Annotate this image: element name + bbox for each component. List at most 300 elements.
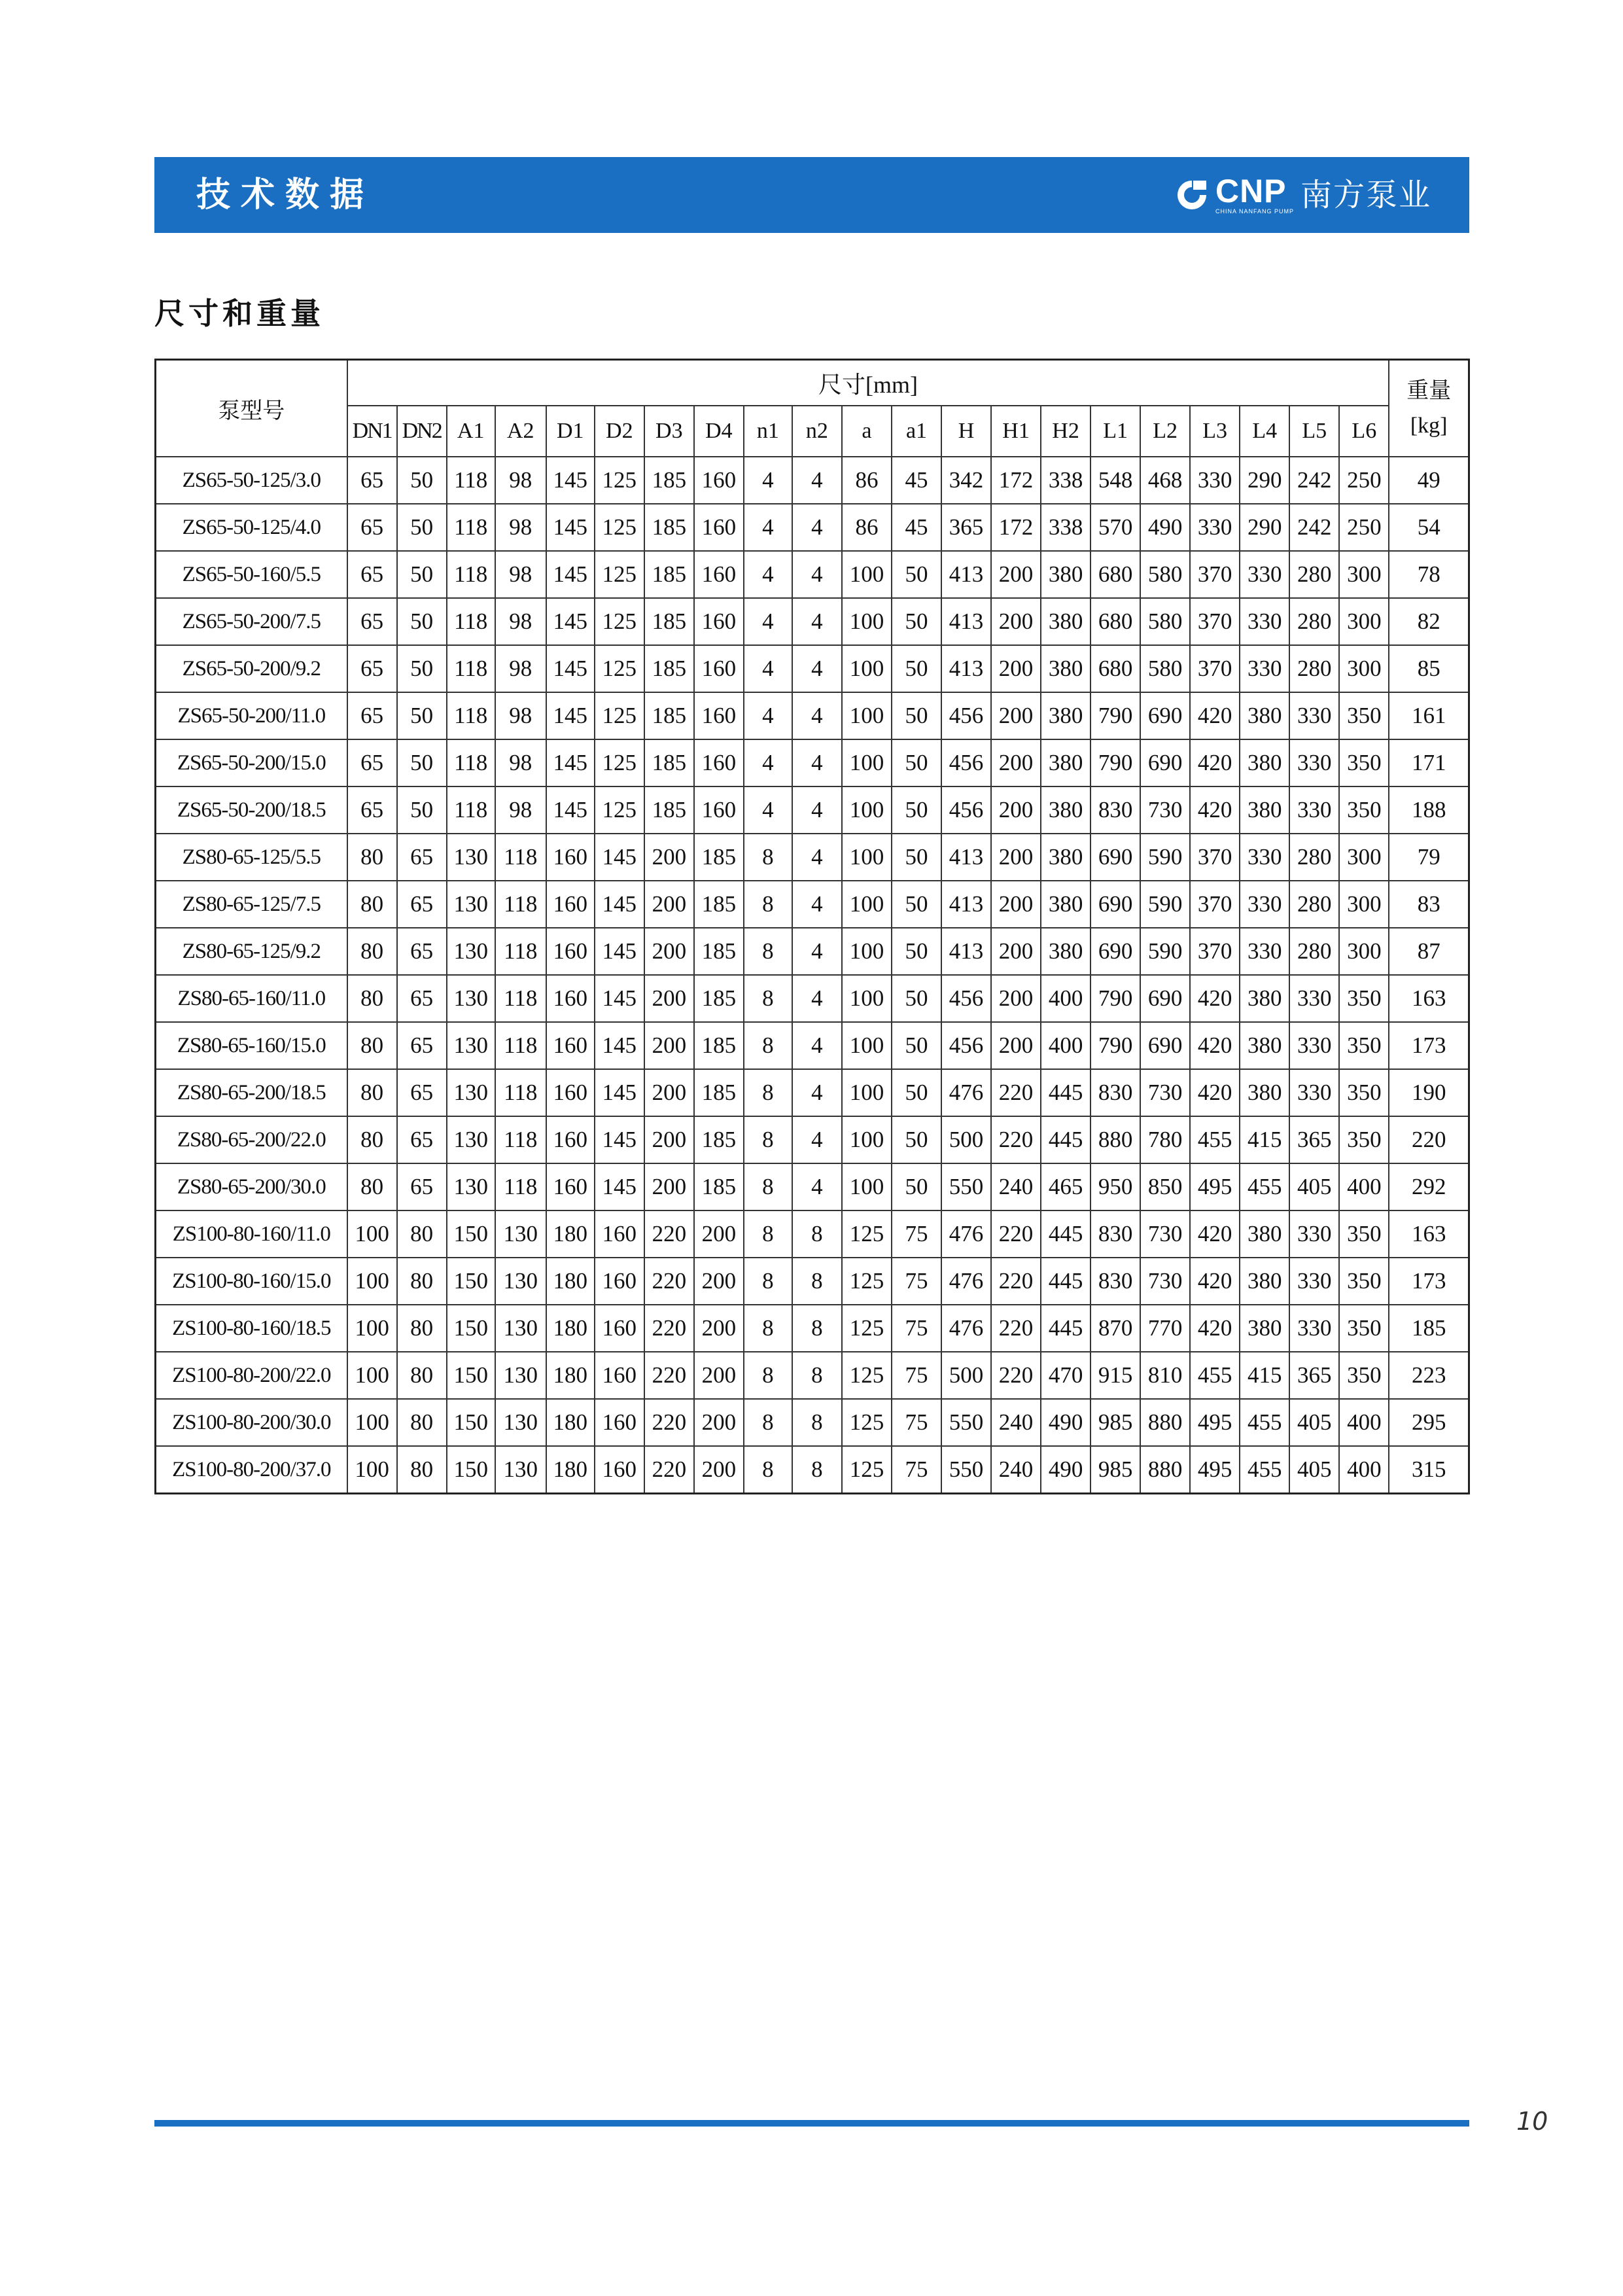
dimension-value-cell: 150 [447,1352,495,1399]
dimension-value-cell: 413 [941,834,991,881]
dimension-value-cell: 350 [1339,692,1389,739]
dimension-value-cell: 65 [397,1163,447,1210]
table-row [156,1116,1469,1163]
dimension-value-cell: 180 [546,1305,595,1352]
dimension-value-cell: 80 [347,1116,397,1163]
dimension-value-cell: 200 [644,1163,694,1210]
dimension-value-cell: 380 [1240,692,1289,739]
dimension-value-cell: 280 [1289,645,1339,692]
dimension-value-cell: 80 [347,1069,397,1116]
dimension-value-cell: 330 [1240,928,1289,975]
weight-value-cell: 85 [1389,645,1469,692]
table-row [156,504,1469,551]
dimension-value-cell: 420 [1190,692,1240,739]
table-row [156,928,1469,975]
dimension-column-header: a1 [892,406,941,457]
pump-model-cell: ZS65-50-200/18.5 [156,786,347,834]
dimension-value-cell: 350 [1339,739,1389,786]
header-banner [154,157,1469,233]
dimension-value-cell: 4 [792,551,842,598]
dimension-value-cell: 242 [1289,457,1339,504]
pump-model-cell: ZS65-50-125/4.0 [156,504,347,551]
dimension-value-cell: 550 [941,1399,991,1446]
dimension-value-cell: 200 [991,692,1041,739]
dimension-value-cell: 590 [1140,834,1190,881]
pump-model-cell: ZS100-80-200/30.0 [156,1399,347,1446]
dimension-value-cell: 4 [792,739,842,786]
dimension-column-header: D3 [644,406,694,457]
dimension-value-cell: 50 [892,692,941,739]
dimension-value-cell: 420 [1190,1022,1240,1069]
dimension-value-cell: 130 [495,1352,546,1399]
dimension-value-cell: 185 [694,975,744,1022]
dimension-value-cell: 200 [991,928,1041,975]
dimension-value-cell: 200 [991,645,1041,692]
dimension-value-cell: 200 [694,1305,744,1352]
dimension-value-cell: 160 [694,457,744,504]
dimension-value-cell: 280 [1289,928,1339,975]
dimension-value-cell: 455 [1240,1399,1289,1446]
dimension-value-cell: 8 [744,1258,792,1305]
dimension-value-cell: 200 [991,551,1041,598]
dimension-value-cell: 160 [595,1305,644,1352]
dimension-value-cell: 98 [495,598,546,645]
dimension-value-cell: 4 [744,457,792,504]
dimension-value-cell: 330 [1289,1258,1339,1305]
dimension-value-cell: 145 [546,504,595,551]
dimension-value-cell: 220 [991,1116,1041,1163]
dimension-value-cell: 160 [546,928,595,975]
dimension-value-cell: 4 [792,928,842,975]
dimension-value-cell: 380 [1041,786,1091,834]
dimensions-group-header: 尺寸[mm] [347,360,1389,406]
dimension-value-cell: 65 [347,551,397,598]
dimension-column-header: DN2 [397,406,447,457]
dimension-value-cell: 8 [744,975,792,1022]
dimension-value-cell: 75 [892,1399,941,1446]
dimension-value-cell: 400 [1041,1022,1091,1069]
dimension-value-cell: 465 [1041,1163,1091,1210]
dimension-value-cell: 180 [546,1210,595,1258]
table-row [156,1210,1469,1258]
dimension-value-cell: 220 [644,1399,694,1446]
dimension-value-cell: 125 [595,504,644,551]
table-row [156,1399,1469,1446]
dimension-value-cell: 690 [1140,692,1190,739]
dimension-value-cell: 476 [941,1069,991,1116]
dimension-value-cell: 160 [694,598,744,645]
dimension-value-cell: 250 [1339,457,1389,504]
dimension-column-header: D2 [595,406,644,457]
dimension-value-cell: 880 [1140,1399,1190,1446]
dimension-subheader-row [156,406,1469,457]
table-row [156,598,1469,645]
dimension-column-header: A1 [447,406,495,457]
dimension-value-cell: 145 [595,975,644,1022]
dimension-value-cell: 185 [694,1116,744,1163]
pump-model-cell: ZS100-80-200/37.0 [156,1446,347,1494]
dimension-value-cell: 145 [595,1163,644,1210]
dimension-value-cell: 550 [941,1446,991,1494]
dimension-value-cell: 145 [546,786,595,834]
pump-model-cell: ZS65-50-200/7.5 [156,598,347,645]
dimension-value-cell: 380 [1240,975,1289,1022]
dimension-value-cell: 150 [447,1399,495,1446]
logo-chinese-name: 南方泵业 [1300,177,1431,213]
dimension-value-cell: 160 [595,1399,644,1446]
pump-model-cell: ZS80-65-200/22.0 [156,1116,347,1163]
dimension-value-cell: 400 [1339,1163,1389,1210]
dimension-value-cell: 185 [644,739,694,786]
dimension-value-cell: 790 [1091,739,1140,786]
dimension-value-cell: 413 [941,881,991,928]
dimension-value-cell: 8 [792,1352,842,1399]
dimension-value-cell: 65 [397,881,447,928]
dimension-value-cell: 160 [546,975,595,1022]
dimension-value-cell: 100 [842,1069,892,1116]
dimension-value-cell: 405 [1289,1446,1339,1494]
dimension-value-cell: 50 [892,645,941,692]
dimension-value-cell: 280 [1289,834,1339,881]
dimension-value-cell: 185 [694,881,744,928]
dimension-value-cell: 690 [1091,928,1140,975]
dimension-value-cell: 8 [744,1022,792,1069]
dimension-value-cell: 8 [744,1399,792,1446]
dimension-value-cell: 300 [1339,834,1389,881]
dimension-value-cell: 118 [495,834,546,881]
dimension-value-cell: 118 [495,1116,546,1163]
dimension-value-cell: 680 [1091,645,1140,692]
dimension-value-cell: 413 [941,645,991,692]
dimension-value-cell: 8 [792,1399,842,1446]
dimension-value-cell: 125 [595,786,644,834]
dimension-value-cell: 342 [941,457,991,504]
dimension-value-cell: 495 [1190,1163,1240,1210]
dimension-value-cell: 455 [1190,1352,1240,1399]
dimension-value-cell: 680 [1091,598,1140,645]
pump-model-cell: ZS80-65-160/15.0 [156,1022,347,1069]
weight-value-cell: 185 [1389,1305,1469,1352]
dimension-value-cell: 130 [495,1258,546,1305]
dimension-value-cell: 330 [1190,457,1240,504]
dimension-value-cell: 65 [347,598,397,645]
dimension-value-cell: 370 [1190,551,1240,598]
dimension-value-cell: 445 [1041,1258,1091,1305]
dimension-value-cell: 200 [991,739,1041,786]
dimension-value-cell: 180 [546,1258,595,1305]
dimension-value-cell: 145 [546,457,595,504]
dimension-value-cell: 456 [941,975,991,1022]
dimension-value-cell: 118 [495,1022,546,1069]
dimension-value-cell: 50 [892,1022,941,1069]
dimension-value-cell: 476 [941,1258,991,1305]
dimension-value-cell: 420 [1190,786,1240,834]
dimension-value-cell: 830 [1091,1069,1140,1116]
dimension-value-cell: 75 [892,1305,941,1352]
dimension-value-cell: 330 [1240,881,1289,928]
dimension-value-cell: 75 [892,1210,941,1258]
dimension-value-cell: 350 [1339,1305,1389,1352]
dimension-value-cell: 125 [595,551,644,598]
dimension-value-cell: 4 [792,881,842,928]
weight-value-cell: 163 [1389,975,1469,1022]
dimension-value-cell: 420 [1190,1069,1240,1116]
weight-value-cell: 188 [1389,786,1469,834]
pump-model-cell: ZS65-50-200/9.2 [156,645,347,692]
dimension-value-cell: 160 [694,645,744,692]
dimension-value-cell: 250 [1339,504,1389,551]
dimension-value-cell: 370 [1190,598,1240,645]
dimension-value-cell: 220 [644,1352,694,1399]
dimension-value-cell: 80 [347,928,397,975]
table-row [156,739,1469,786]
dimension-value-cell: 80 [347,834,397,881]
dimension-value-cell: 75 [892,1446,941,1494]
dimension-value-cell: 300 [1339,598,1389,645]
dimension-value-cell: 50 [397,645,447,692]
dimension-value-cell: 420 [1190,1305,1240,1352]
dimension-value-cell: 8 [792,1258,842,1305]
dimension-value-cell: 476 [941,1210,991,1258]
dimension-value-cell: 580 [1140,645,1190,692]
pump-model-cell: ZS65-50-160/5.5 [156,551,347,598]
dimension-value-cell: 180 [546,1399,595,1446]
table-row [156,551,1469,598]
dimension-value-cell: 415 [1240,1116,1289,1163]
dimension-value-cell: 380 [1240,1305,1289,1352]
dimension-value-cell: 8 [744,928,792,975]
dimension-value-cell: 500 [941,1352,991,1399]
dimension-value-cell: 4 [792,1116,842,1163]
dimension-value-cell: 130 [447,975,495,1022]
dimension-value-cell: 100 [842,786,892,834]
dimension-value-cell: 8 [744,1305,792,1352]
table-row [156,1446,1469,1494]
dimension-value-cell: 830 [1091,1258,1140,1305]
dimension-value-cell: 50 [892,1163,941,1210]
dimension-value-cell: 4 [792,692,842,739]
pump-model-cell: ZS100-80-200/22.0 [156,1352,347,1399]
pump-model-cell: ZS100-80-160/15.0 [156,1258,347,1305]
dimension-value-cell: 160 [595,1446,644,1494]
dimension-value-cell: 145 [595,1069,644,1116]
header-title: 技术数据 [196,175,375,215]
dimension-value-cell: 160 [595,1210,644,1258]
dimension-value-cell: 8 [744,881,792,928]
dimension-value-cell: 690 [1091,881,1140,928]
dimension-value-cell: 330 [1289,739,1339,786]
dimension-value-cell: 100 [347,1399,397,1446]
dimension-value-cell: 330 [1289,1305,1339,1352]
dimension-value-cell: 380 [1041,692,1091,739]
dimensions-table-container [154,359,1470,1494]
dimension-value-cell: 220 [644,1258,694,1305]
dimension-value-cell: 380 [1240,1210,1289,1258]
dimension-value-cell: 468 [1140,457,1190,504]
dimension-value-cell: 50 [892,786,941,834]
dimension-value-cell: 98 [495,551,546,598]
dimension-value-cell: 160 [546,834,595,881]
dimension-value-cell: 100 [347,1210,397,1258]
dimension-value-cell: 118 [447,786,495,834]
dimension-value-cell: 495 [1190,1446,1240,1494]
table-row [156,645,1469,692]
dimension-value-cell: 80 [397,1399,447,1446]
dimension-value-cell: 4 [744,645,792,692]
dimension-value-cell: 125 [842,1210,892,1258]
dimension-value-cell: 495 [1190,1399,1240,1446]
weight-value-cell: 173 [1389,1258,1469,1305]
dimension-value-cell: 380 [1041,834,1091,881]
dimension-value-cell: 118 [447,692,495,739]
table-row [156,1022,1469,1069]
dimension-value-cell: 45 [892,504,941,551]
dimension-value-cell: 200 [644,975,694,1022]
dimension-value-cell: 160 [694,692,744,739]
pump-logo-icon [1174,177,1210,213]
dimension-value-cell: 490 [1041,1446,1091,1494]
dimension-value-cell: 240 [991,1163,1041,1210]
dimension-value-cell: 200 [694,1258,744,1305]
weight-value-cell: 54 [1389,504,1469,551]
dimension-value-cell: 118 [447,645,495,692]
dimension-value-cell: 380 [1041,551,1091,598]
company-logo [1174,170,1431,220]
dimension-value-cell: 185 [644,692,694,739]
dimension-value-cell: 456 [941,1022,991,1069]
dimension-value-cell: 100 [347,1258,397,1305]
dimension-value-cell: 290 [1240,457,1289,504]
dimension-value-cell: 456 [941,692,991,739]
dimension-value-cell: 65 [347,457,397,504]
dimension-value-cell: 8 [792,1210,842,1258]
dimension-value-cell: 730 [1140,1258,1190,1305]
dimension-value-cell: 130 [447,1069,495,1116]
dimension-value-cell: 780 [1140,1116,1190,1163]
dimension-value-cell: 100 [347,1352,397,1399]
dimension-value-cell: 150 [447,1305,495,1352]
dimension-value-cell: 65 [397,1069,447,1116]
dimension-value-cell: 400 [1339,1446,1389,1494]
dimension-value-cell: 160 [546,1163,595,1210]
dimension-value-cell: 350 [1339,1116,1389,1163]
dimension-value-cell: 185 [694,1163,744,1210]
dimension-value-cell: 150 [447,1446,495,1494]
page-number: 10 [1516,2107,1548,2136]
dimension-value-cell: 680 [1091,551,1140,598]
dimension-value-cell: 160 [694,551,744,598]
dimension-value-cell: 185 [644,598,694,645]
dimension-value-cell: 118 [447,551,495,598]
dimension-value-cell: 330 [1289,786,1339,834]
weight-value-cell: 173 [1389,1022,1469,1069]
dimension-value-cell: 690 [1140,975,1190,1022]
weight-value-cell: 79 [1389,834,1469,881]
pump-model-cell: ZS80-65-125/7.5 [156,881,347,928]
dimension-value-cell: 125 [595,598,644,645]
table-row [156,692,1469,739]
dimension-value-cell: 65 [347,739,397,786]
dimension-value-cell: 145 [546,645,595,692]
dimension-value-cell: 75 [892,1352,941,1399]
dimension-value-cell: 4 [792,834,842,881]
dimension-value-cell: 118 [447,457,495,504]
weight-value-cell: 315 [1389,1446,1469,1494]
dimension-value-cell: 130 [447,1116,495,1163]
dimension-value-cell: 50 [397,504,447,551]
dimension-value-cell: 380 [1041,928,1091,975]
dimension-value-cell: 8 [744,834,792,881]
dimension-value-cell: 330 [1190,504,1240,551]
dimension-value-cell: 80 [397,1305,447,1352]
dimension-value-cell: 130 [495,1305,546,1352]
dimension-value-cell: 145 [595,881,644,928]
dimension-value-cell: 370 [1190,834,1240,881]
dimension-value-cell: 220 [644,1305,694,1352]
dimension-value-cell: 240 [991,1446,1041,1494]
dimension-value-cell: 50 [892,928,941,975]
weight-value-cell: 220 [1389,1116,1469,1163]
dimension-value-cell: 4 [744,692,792,739]
dimension-value-cell: 160 [595,1352,644,1399]
dimension-value-cell: 290 [1240,504,1289,551]
dimensions-weight-table [154,359,1470,1494]
dimension-value-cell: 160 [546,881,595,928]
dimension-value-cell: 370 [1190,881,1240,928]
dimension-value-cell: 130 [495,1210,546,1258]
section-title: 尺寸和重量 [154,296,324,331]
dimension-value-cell: 98 [495,786,546,834]
dimension-value-cell: 100 [347,1446,397,1494]
dimension-value-cell: 65 [347,504,397,551]
dimension-value-cell: 125 [595,457,644,504]
dimension-value-cell: 150 [447,1210,495,1258]
dimension-column-header: L3 [1190,406,1240,457]
dimension-value-cell: 445 [1041,1069,1091,1116]
dimension-value-cell: 118 [447,739,495,786]
dimension-value-cell: 880 [1140,1446,1190,1494]
dimension-value-cell: 915 [1091,1352,1140,1399]
dimension-value-cell: 220 [991,1069,1041,1116]
dimension-value-cell: 350 [1339,786,1389,834]
dimension-value-cell: 200 [694,1446,744,1494]
dimension-value-cell: 172 [991,457,1041,504]
dimension-value-cell: 338 [1041,457,1091,504]
dimension-value-cell: 413 [941,551,991,598]
dimension-value-cell: 125 [842,1399,892,1446]
dimension-value-cell: 380 [1240,1069,1289,1116]
dimension-value-cell: 160 [546,1069,595,1116]
weight-value-cell: 223 [1389,1352,1469,1399]
dimension-value-cell: 4 [792,504,842,551]
dimension-value-cell: 180 [546,1446,595,1494]
dimension-value-cell: 200 [694,1399,744,1446]
dimension-value-cell: 130 [495,1399,546,1446]
table-row [156,975,1469,1022]
weight-value-cell: 161 [1389,692,1469,739]
dimension-value-cell: 330 [1240,645,1289,692]
dimension-value-cell: 380 [1240,1258,1289,1305]
dimension-value-cell: 420 [1190,1258,1240,1305]
dimension-value-cell: 300 [1339,881,1389,928]
dimension-value-cell: 8 [744,1446,792,1494]
dimension-value-cell: 200 [644,834,694,881]
dimension-value-cell: 8 [744,1116,792,1163]
dimension-value-cell: 570 [1091,504,1140,551]
dimension-value-cell: 50 [892,598,941,645]
dimension-value-cell: 50 [892,975,941,1022]
dimension-value-cell: 100 [842,928,892,975]
